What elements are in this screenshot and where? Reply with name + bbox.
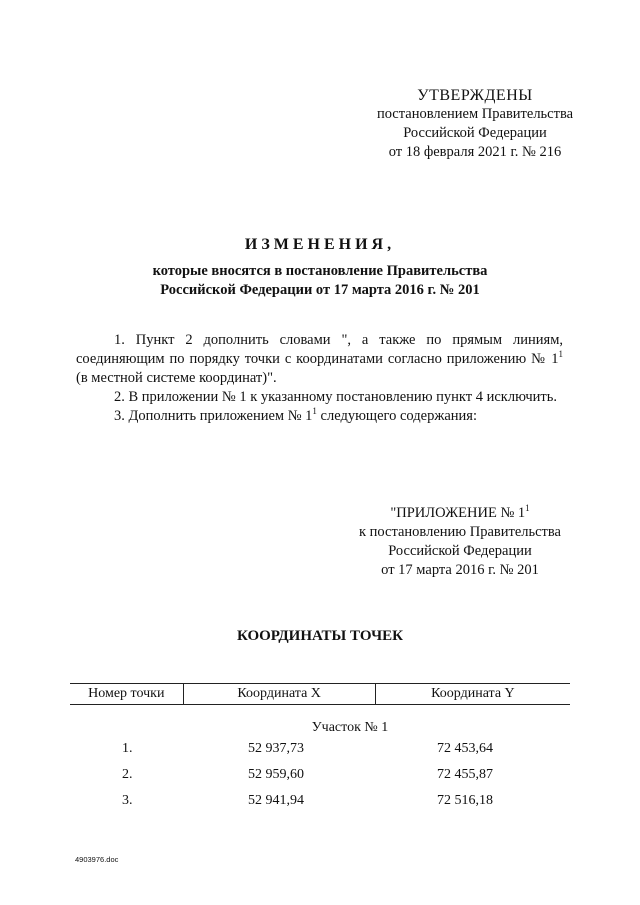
point-number: 1. xyxy=(122,741,133,756)
approval-block xyxy=(330,86,620,162)
header-coordinate-x: Координата X xyxy=(183,684,375,704)
table-row xyxy=(70,762,570,788)
coordinates-title: КООРДИНАТЫ ТОЧЕК xyxy=(236,628,404,644)
appendix-line-4: от 17 марта 2016 г. № 201 xyxy=(381,562,539,578)
change-item-2: 2. В приложении № 1 к указанному постановлению пункт 4 исключить. xyxy=(114,389,557,405)
approval-line-3: от 18 февраля 2021 г. № 216 xyxy=(388,144,562,160)
point-number: 3. xyxy=(122,793,133,808)
coordinate-x: 52 937,73 xyxy=(248,741,304,756)
point-number: 2. xyxy=(122,767,133,782)
table-header xyxy=(70,683,570,705)
appendix-line-2: к постановлению Правительства xyxy=(359,524,561,540)
subtitle-line-1: которые вносятся в постановление Правительства xyxy=(152,263,488,279)
document-title: ИЗМЕНЕНИЯ, xyxy=(244,236,396,253)
subtitle-line-2: Российской Федерации от 17 марта 2016 г. № 201 xyxy=(160,282,480,298)
appendix-block xyxy=(330,504,590,580)
coordinate-y: 72 516,18 xyxy=(437,793,493,808)
change-item-3: 3. Дополнить приложением № $1^1$ следующего содержания: xyxy=(114,406,477,424)
header-coordinate-y: Координата Y xyxy=(375,684,570,704)
coordinate-y: 72 455,87 xyxy=(437,767,493,782)
appendix-line-1: "ПРИЛОЖЕНИЕ № $1^1$ xyxy=(390,503,530,521)
section-label: Участок № 1 xyxy=(311,720,389,735)
coordinate-y: 72 453,64 xyxy=(437,741,493,756)
table-row xyxy=(70,736,570,762)
appendix-line-3: Российской Федерации xyxy=(388,543,532,559)
change-item-1: 1. Пункт 2 дополнить словами ", а также по прямым линиям, соединяющим по порядку точки с координатами согласно приложению № $1^1$ (в местной системе координат)". xyxy=(76,332,563,386)
approval-line-2: Российской Федерации xyxy=(403,125,547,141)
table-row xyxy=(70,788,570,814)
approval-heading: УТВЕРЖДЕНЫ xyxy=(417,87,533,104)
coordinate-x: 52 959,60 xyxy=(248,767,304,782)
document-subtitle xyxy=(80,262,560,300)
file-name-footer: 4903976.doc xyxy=(75,855,119,864)
coordinates-table xyxy=(70,683,570,814)
coordinate-x: 52 941,94 xyxy=(248,793,304,808)
approval-line-1: постановлением Правительства xyxy=(376,106,574,122)
changes-list xyxy=(76,331,563,426)
header-point-number: Номер точки xyxy=(88,686,165,701)
